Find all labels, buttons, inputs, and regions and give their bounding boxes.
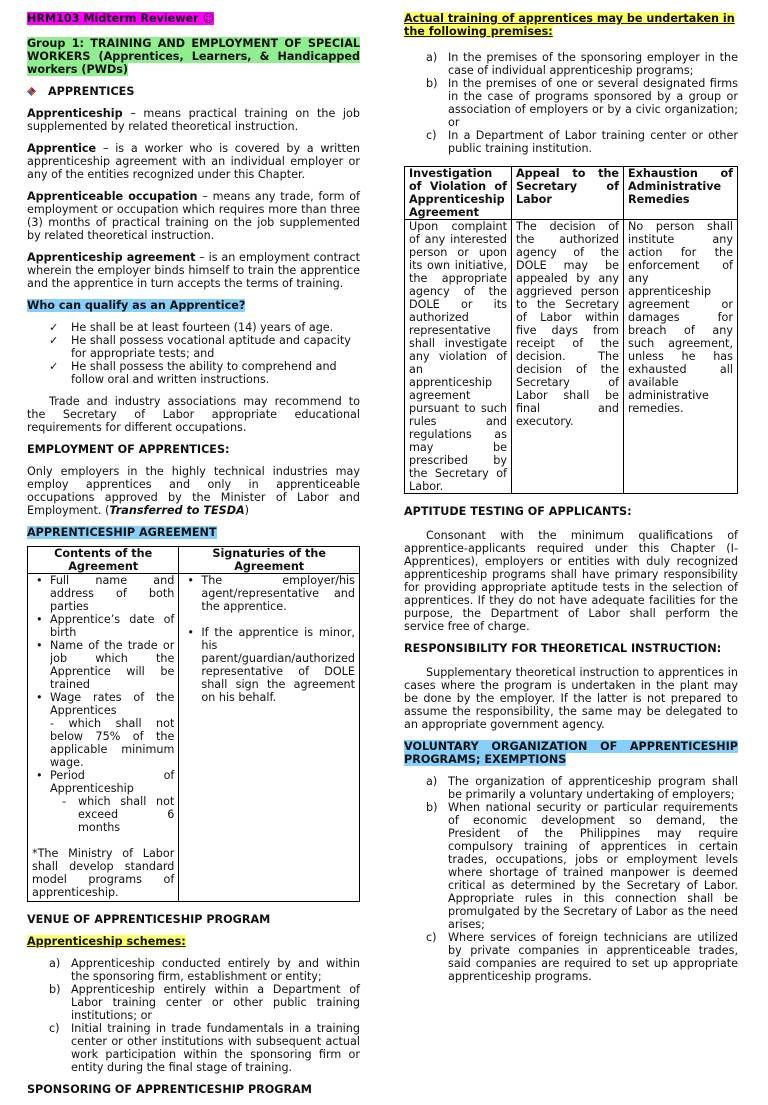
table-header: Appeal to the Secretary of Labor <box>512 167 624 220</box>
dash-icon: - <box>62 795 67 808</box>
list-item-text: If the apprentice is minor, his parent/guardian/authorized representative of DOLE shall sign the agreement on his behalf. <box>201 626 356 704</box>
apprentices-heading <box>27 85 360 98</box>
definition-apprenticeship <box>27 107 360 133</box>
list-item <box>36 574 175 613</box>
definition-term: Apprentice <box>27 142 97 155</box>
contents-list <box>32 574 174 834</box>
definition-term: Apprenticeship agreement <box>27 251 196 264</box>
qualify-heading-line <box>27 299 360 312</box>
sponsoring-heading: SPONSORING OF APPRENTICESHIP PROGRAM <box>27 1083 312 1096</box>
bullet-icon: • <box>36 613 43 626</box>
wage-subnote: - which shall not below 75% of the applicable minimum wage. <box>50 717 175 769</box>
list-item <box>49 983 360 1022</box>
list-marker: c) <box>426 129 437 142</box>
list-item <box>426 931 738 983</box>
agreement-table <box>27 546 360 902</box>
left-column <box>27 12 360 1105</box>
agreement-heading: APPRENTICESHIP AGREEMENT <box>27 526 217 539</box>
bullet-icon: • <box>187 574 194 587</box>
list-item <box>36 639 175 691</box>
table-header: Investigation of Violation of Apprenticeship Agreement <box>405 167 512 220</box>
list-marker: a) <box>426 775 438 788</box>
premises-list <box>404 51 738 155</box>
doc-title-line <box>27 12 360 25</box>
list-item-text: Apprentice’s date of birth <box>50 613 175 639</box>
list-item <box>426 77 738 129</box>
bullet-icon: • <box>36 769 43 782</box>
schemes-heading-line <box>27 935 360 948</box>
list-item <box>49 1022 360 1074</box>
definition-text: – means practical training on the job supplemented by related theoretical instruction. <box>27 107 360 133</box>
schemes-list <box>27 957 360 1074</box>
period-subnote: which shall not exceed 6 months <box>78 795 175 834</box>
signatories-list <box>183 574 355 704</box>
right-column <box>404 12 738 992</box>
list-item <box>36 691 175 769</box>
employment-paragraph <box>27 465 360 517</box>
list-item-text: Where services of foreign technicians are utilized by private companies in apprenticeable trades, said companies are required to set up appropriate apprenticeship programs. <box>448 931 738 983</box>
list-item <box>49 321 360 334</box>
list-item <box>426 801 738 931</box>
table-header: Contents of the Agreement <box>28 547 179 574</box>
table-header: Signaturies of the Agreement <box>179 547 360 574</box>
list-item-text: The employer/his agent/representative and the apprentice. <box>201 574 355 613</box>
table-cell: No person shall institute any action for the enforcement of any apprenticeship agreement or damages for breach of any such agreement, unless he has exhausted all available administrative remedies. <box>624 220 738 494</box>
theory-heading: RESPONSIBILITY FOR THEORETICAL INSTRUCTION: <box>404 642 722 655</box>
employment-text: Only employers in the highly technical industries may employ apprentices and only in apprenticeable occupations approved by the Minister of Labor and Employment. ( <box>27 465 360 517</box>
voluntary-list <box>404 775 738 983</box>
definition-term: Apprenticeship <box>27 107 123 120</box>
list-item <box>49 334 360 360</box>
list-item-text: He shall possess vocational aptitude and capacity for appropriate tests; and <box>71 334 351 360</box>
table-cell <box>28 574 179 902</box>
list-item-text: The organization of apprenticeship program shall be primarily a voluntary undertaking of employers; <box>448 775 738 801</box>
list-marker: b) <box>426 801 438 814</box>
definition-text: – means any trade, form of employment or occupation which requires more than three (3) months of practical training on the job supplemented by related theoretical instruction. <box>27 190 360 242</box>
bullet-icon: • <box>36 574 43 587</box>
definition-apprenticeable-occupation <box>27 190 360 242</box>
list-item-text: In the premises of the sponsoring employer in the case of individual apprenticeship programs; <box>448 51 738 77</box>
list-item-text: In the premises of one or several designated firms in the case of programs sponsored by a group or association of employers or by a civic organization; or <box>448 77 738 129</box>
employment-close: ) <box>244 504 250 517</box>
check-icon: ✓ <box>49 334 59 347</box>
list-marker: c) <box>49 1022 60 1035</box>
list-marker: b) <box>49 983 61 996</box>
list-marker: a) <box>426 51 438 64</box>
list-item <box>426 129 738 155</box>
definition-apprentice <box>27 142 360 181</box>
voluntary-heading: VOLUNTARY ORGANIZATION OF APPRENTICESHIP PROGRAMS; EXEMPTIONS <box>404 740 738 766</box>
schemes-heading: Apprenticeship schemes: <box>27 935 186 948</box>
table-cell: Upon complaint of any interested person or upon its own initiative, the appropriate agency of the DOLE or its authorized representative shall investigate any violation of an apprenticeship agreement pursuant to such rules and regulations as may be prescribed by the Secretary of Labor. <box>405 220 512 494</box>
voluntary-heading-line <box>404 740 738 766</box>
list-item-text: Full name and address of both parties <box>50 574 175 613</box>
list-item <box>49 957 360 983</box>
check-icon: ✓ <box>49 321 59 334</box>
theory-paragraph: Supplementary theoretical instruction to apprentices in cases where the program is undertaken in the plant may be done by the employer. If the latter is not prepared to assume the responsibility, the same may be delegated to an appropriate government agency. <box>404 666 738 731</box>
check-icon: ✓ <box>49 360 59 373</box>
bullet-icon: • <box>36 691 43 704</box>
bullet-icon: • <box>187 626 194 639</box>
list-marker: a) <box>49 957 61 970</box>
list-marker: c) <box>426 931 437 944</box>
employment-heading: EMPLOYMENT OF APPRENTICES: <box>27 443 230 456</box>
list-item-text: In a Department of Labor training center or other public training institution. <box>448 129 738 155</box>
transferred-note: Transferred to TESDA <box>109 504 245 517</box>
qualify-list <box>27 321 360 386</box>
qualify-heading: Who can qualify as an Apprentice? <box>27 299 246 312</box>
bullet-icon: • <box>36 639 43 652</box>
list-item <box>36 769 175 834</box>
list-item-text: Wage rates of the Apprentices <box>50 691 175 717</box>
group-title: Group 1: TRAINING AND EMPLOYMENT OF SPECIAL WORKERS (Apprentices, Learners, & Handicapped workers (PWDs) <box>27 37 360 76</box>
list-marker: b) <box>426 77 438 90</box>
list-item <box>426 51 738 77</box>
list-item-text: He shall be at least fourteen (14) years of age. <box>71 321 334 334</box>
remedies-table <box>404 166 738 494</box>
list-item-text: When national security or particular requirements of economic development so demand, the President of the Philippines may require compulsory training of apprentices in certain trades, occupations, jobs or employment levels where shortage of trained manpower is deemed critical as determined by the Secretary of Labor. Appropriate rules in this connection shall be promulgated by the Secretary of Labor as the need arises; <box>448 801 738 931</box>
list-item-text: Apprenticeship entirely within a Department of Labor training center or other public training institutions; or <box>71 983 360 1022</box>
trade-paragraph: Trade and industry associations may recommend to the Secretary of Labor appropriate educational requirements for different occupations. <box>27 395 360 434</box>
group-title-line <box>27 37 360 76</box>
list-item <box>426 775 738 801</box>
aptitude-heading: APTITUDE TESTING OF APPLICANTS: <box>404 505 632 518</box>
list-item <box>49 360 360 386</box>
aptitude-paragraph: Consonant with the minimum qualifications of apprentice-applicants required under this Chapter (I-Apprentices), employers or entities with duly recognized apprenticeship programs shall have primary responsibility for providing appropriate aptitude tests in the selection of apprentices. If they do not have adequate facilities for the purpose, the Department of Labor shall perform the service free of charge. <box>404 529 738 633</box>
list-item <box>36 613 175 639</box>
table-cell: The decision of the authorized agency of the DOLE may be appealed by any aggrieved person to the Secretary of Labor within five days from receipt of the decision. The decision of the Secretary of Labor shall be final and executory. <box>512 220 624 494</box>
list-item-text: He shall possess the ability to comprehend and follow oral and written instructions. <box>71 360 337 386</box>
venue-heading: VENUE OF APPRENTICESHIP PROGRAM <box>27 913 271 926</box>
definition-apprenticeship-agreement <box>27 251 360 290</box>
list-item-text: Name of the trade or job which the Apprentice will be trained <box>50 639 175 691</box>
list-item-text: Period of Apprenticeship <box>50 769 175 795</box>
doc-title: HRM103 Midterm Reviewer ☺ <box>27 12 215 25</box>
apprentices-heading-text: APPRENTICES <box>48 85 135 98</box>
ministry-note: *The Ministry of Labor shall develop standard model programs of apprenticeship. <box>32 847 175 899</box>
agreement-heading-line <box>27 526 360 539</box>
list-item <box>187 574 355 613</box>
definition-text: – is an employment contract wherein the employer binds himself to train the apprentice and the apprentice in turn accepts the terms of training. <box>27 251 360 290</box>
period-subnote-row <box>50 795 174 834</box>
premises-heading-line <box>404 12 738 38</box>
list-item-text: Initial training in trade fundamentals in a training center or other institutions with subsequent actual work participation within the sponsoring firm or entity during the final stage of training. <box>71 1022 360 1074</box>
list-item-text: Apprenticeship conducted entirely by and within the sponsoring firm, establishment or entity; <box>71 957 360 983</box>
definition-text: – is a worker who is covered by a written apprenticeship agreement with an individual employer or any of the entities recognized under this Chapter. <box>27 142 360 181</box>
definition-term: Apprenticeable occupation <box>27 190 198 203</box>
diamond-bullet-icon <box>27 87 36 96</box>
list-item <box>187 626 356 704</box>
table-header: Exhaustion of Administrative Remedies <box>624 167 738 220</box>
premises-heading: Actual training of apprentices may be undertaken in the following premises: <box>404 12 735 38</box>
table-cell <box>179 574 360 902</box>
